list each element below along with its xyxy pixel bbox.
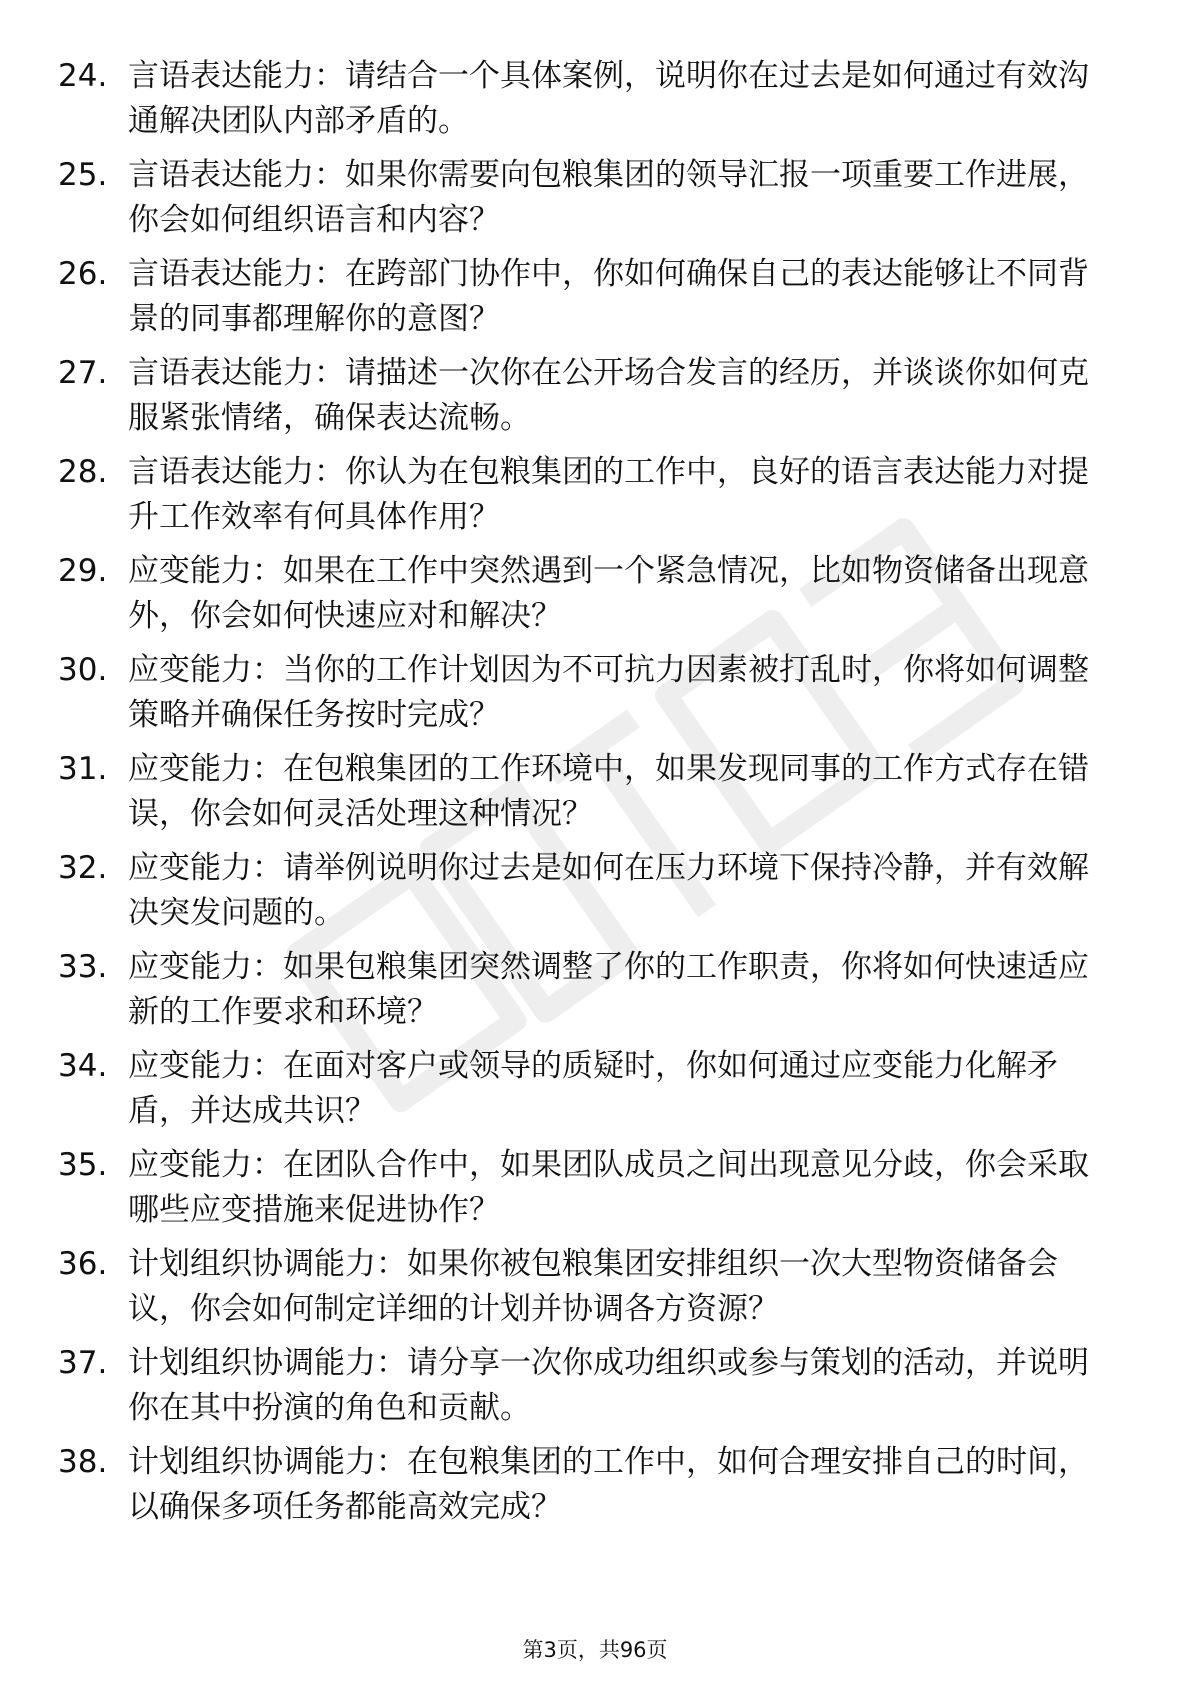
question-text: 应变能力：在面对客户或领导的质疑时，你如何通过应变能力化解矛盾，并达成共识？ — [128, 1048, 1058, 1129]
question-number: 35. — [58, 1147, 108, 1183]
question-text: 言语表达能力：在跨部门协作中，你如何确保自己的表达能够让不同背景的同事都理解你的意图？ — [128, 256, 1089, 337]
question-text: 计划组织协调能力：如果你被包粮集团安排组织一次大型物资储备会议，你会如何制定详细的计划并协调各方资源？ — [128, 1246, 1058, 1327]
question-item — [0, 450, 1190, 549]
question-item — [0, 648, 1190, 747]
question-item — [0, 1341, 1190, 1440]
question-item — [0, 1143, 1190, 1242]
question-item — [0, 846, 1190, 945]
question-item — [0, 747, 1190, 846]
question-text: 应变能力：在包粮集团的工作环境中，如果发现同事的工作方式存在错误，你会如何灵活处理这种情况？ — [128, 751, 1089, 832]
question-number: 34. — [58, 1048, 108, 1084]
question-item — [0, 1440, 1190, 1539]
question-text: 应变能力：当你的工作计划因为不可抗力因素被打乱时，你将如何调整策略并确保任务按时完成？ — [128, 652, 1089, 733]
question-number: 24. — [58, 58, 108, 94]
question-text: 言语表达能力：请描述一次你在公开场合发言的经历，并谈谈你如何克服紧张情绪，确保表达流畅。 — [128, 355, 1089, 436]
question-number: 25. — [58, 157, 108, 193]
question-number: 27. — [58, 355, 108, 391]
question-number: 29. — [58, 553, 108, 589]
question-item — [0, 351, 1190, 450]
question-item — [0, 153, 1190, 252]
question-item — [0, 1242, 1190, 1341]
question-item — [0, 945, 1190, 1044]
question-number: 30. — [58, 652, 108, 688]
question-number: 37. — [58, 1345, 108, 1381]
question-number: 28. — [58, 454, 108, 490]
question-text: 应变能力：请举例说明你过去是如何在压力环境下保持冷静，并有效解决突发问题的。 — [128, 850, 1089, 931]
question-number: 36. — [58, 1246, 108, 1282]
question-text: 应变能力：如果包粮集团突然调整了你的工作职责，你将如何快速适应新的工作要求和环境？ — [128, 949, 1089, 1030]
question-item — [0, 54, 1190, 153]
question-text: 应变能力：在团队合作中，如果团队成员之间出现意见分歧，你会采取哪些应变措施来促进协作？ — [128, 1147, 1089, 1228]
question-text: 计划组织协调能力：在包粮集团的工作中，如何合理安排自己的时间，以确保多项任务都能高效完成？ — [128, 1444, 1089, 1525]
question-number: 31. — [58, 751, 108, 787]
question-text: 言语表达能力：你认为在包粮集团的工作中，良好的语言表达能力对提升工作效率有何具体作用？ — [128, 454, 1089, 535]
question-number: 38. — [58, 1444, 108, 1480]
question-text: 言语表达能力：请结合一个具体案例，说明你在过去是如何通过有效沟通解决团队内部矛盾的。 — [128, 58, 1089, 139]
question-number: 32. — [58, 850, 108, 886]
question-number: 33. — [58, 949, 108, 985]
page-number-label: 第3页，共96页 — [522, 1638, 668, 1662]
question-text: 言语表达能力：如果你需要向包粮集团的领导汇报一项重要工作进展，你会如何组织语言和内容？ — [128, 157, 1089, 238]
question-text: 应变能力：如果在工作中突然遇到一个紧急情况，比如物资储备出现意外，你会如何快速应对和解决？ — [128, 553, 1089, 634]
question-number: 26. — [58, 256, 108, 292]
question-item — [0, 1044, 1190, 1143]
page-footer — [0, 1635, 1190, 1665]
question-list — [0, 54, 1190, 1539]
question-item — [0, 549, 1190, 648]
question-item — [0, 252, 1190, 351]
question-text: 计划组织协调能力：请分享一次你成功组织或参与策划的活动，并说明你在其中扮演的角色和贡献。 — [128, 1345, 1089, 1426]
